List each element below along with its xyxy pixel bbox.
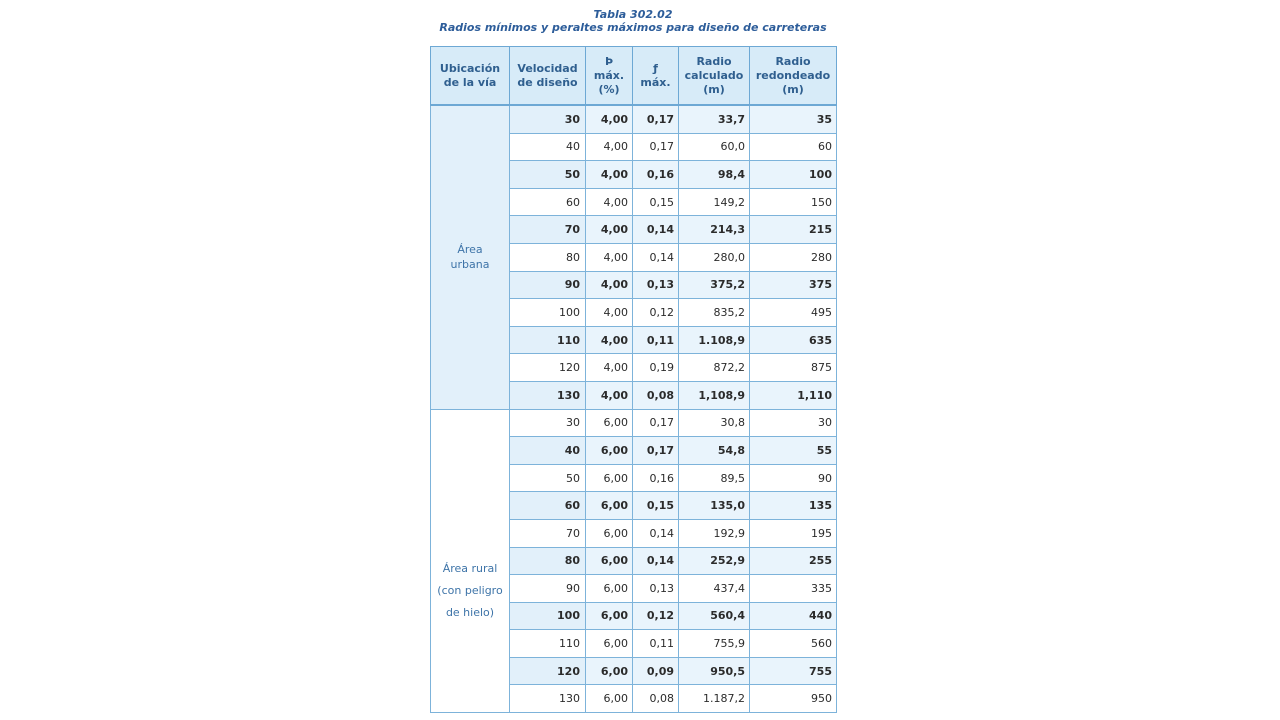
radio-calculado-cell: 98,4 (679, 161, 750, 189)
radio-redondeado-cell: 255 (750, 547, 837, 575)
peralte-cell: 4,00 (586, 161, 633, 189)
header-line: Þ (604, 54, 614, 68)
radio-calculado-cell: 560,4 (679, 602, 750, 630)
table-body (431, 105, 837, 713)
peralte-cell: 6,00 (586, 630, 633, 658)
friccion-cell: 0,14 (633, 216, 679, 244)
header-line: (%) (598, 82, 620, 96)
velocidad-cell: 50 (510, 464, 586, 492)
peralte-cell: 6,00 (586, 602, 633, 630)
radio-calculado-cell: 89,5 (679, 464, 750, 492)
velocidad-cell: 30 (510, 409, 586, 437)
group-label-line: Área (457, 243, 483, 257)
friccion-cell: 0,19 (633, 354, 679, 382)
radio-calculado-cell: 149,2 (679, 188, 750, 216)
header-line: ƒ (653, 61, 658, 75)
velocidad-cell: 130 (510, 685, 586, 713)
header-line: calculado (684, 68, 744, 82)
header-ubicacion (431, 47, 510, 106)
radio-calculado-cell: 135,0 (679, 492, 750, 520)
header-radio-calculado (679, 47, 750, 106)
peralte-cell: 4,00 (586, 271, 633, 299)
peralte-cell: 4,00 (586, 188, 633, 216)
radio-calculado-cell: 60,0 (679, 133, 750, 161)
radio-redondeado-cell: 35 (750, 105, 837, 133)
header-line: Velocidad (517, 61, 578, 75)
radio-redondeado-cell: 560 (750, 630, 837, 658)
radio-calculado-cell: 437,4 (679, 575, 750, 603)
radio-calculado-cell: 872,2 (679, 354, 750, 382)
radio-redondeado-cell: 495 (750, 299, 837, 327)
radio-redondeado-cell: 195 (750, 519, 837, 547)
peralte-cell: 6,00 (586, 519, 633, 547)
friccion-cell: 0,16 (633, 464, 679, 492)
velocidad-cell: 110 (510, 326, 586, 354)
friccion-cell: 0,08 (633, 381, 679, 409)
velocidad-cell: 60 (510, 492, 586, 520)
radio-calculado-cell: 30,8 (679, 409, 750, 437)
peralte-cell: 6,00 (586, 547, 633, 575)
peralte-cell: 6,00 (586, 409, 633, 437)
group-area-urbana (431, 105, 510, 409)
friccion-cell: 0,14 (633, 519, 679, 547)
header-line: de diseño (517, 75, 578, 89)
table-number: Tabla 302.02 (593, 8, 673, 21)
header-line: redondeado (755, 68, 831, 82)
group-area-rural (431, 409, 510, 713)
velocidad-cell: 80 (510, 547, 586, 575)
radio-calculado-cell: 950,5 (679, 657, 750, 685)
radio-redondeado-cell: 100 (750, 161, 837, 189)
radio-redondeado-cell: 875 (750, 354, 837, 382)
friccion-cell: 0,17 (633, 409, 679, 437)
friccion-cell: 0,17 (633, 437, 679, 465)
header-line: Radio (696, 54, 732, 68)
radio-redondeado-cell: 375 (750, 271, 837, 299)
group-label-line: Área rural (442, 561, 498, 575)
header-line: de la vía (443, 75, 497, 89)
friccion-cell: 0,12 (633, 602, 679, 630)
peralte-cell: 6,00 (586, 575, 633, 603)
header-velocidad (510, 47, 586, 106)
velocidad-cell: 90 (510, 575, 586, 603)
peralte-cell: 6,00 (586, 685, 633, 713)
peralte-cell: 4,00 (586, 133, 633, 161)
peralte-cell: 4,00 (586, 216, 633, 244)
friccion-cell: 0,17 (633, 105, 679, 133)
header-line: máx. (640, 75, 671, 89)
peralte-cell: 4,00 (586, 354, 633, 382)
peralte-cell: 4,00 (586, 105, 633, 133)
peralte-cell: 6,00 (586, 464, 633, 492)
radio-redondeado-cell: 1,110 (750, 381, 837, 409)
header-line: Radio (775, 54, 811, 68)
friccion-cell: 0,14 (633, 547, 679, 575)
radio-calculado-cell: 375,2 (679, 271, 750, 299)
radio-calculado-cell: 755,9 (679, 630, 750, 658)
velocidad-cell: 130 (510, 381, 586, 409)
group-label-line: (con peligro (437, 583, 503, 597)
velocidad-cell: 120 (510, 354, 586, 382)
radio-redondeado-cell: 30 (750, 409, 837, 437)
radio-calculado-cell: 54,8 (679, 437, 750, 465)
radio-calculado-cell: 1.187,2 (679, 685, 750, 713)
radio-calculado-cell: 214,3 (679, 216, 750, 244)
velocidad-cell: 30 (510, 105, 586, 133)
friccion-cell: 0,11 (633, 326, 679, 354)
friccion-cell: 0,09 (633, 657, 679, 685)
velocidad-cell: 80 (510, 243, 586, 271)
table-row (431, 409, 837, 437)
peralte-cell: 6,00 (586, 657, 633, 685)
header-line: (m) (782, 82, 804, 96)
table-caption (430, 8, 836, 34)
radio-calculado-cell: 1.108,9 (679, 326, 750, 354)
radio-redondeado-cell: 280 (750, 243, 837, 271)
friccion-cell: 0,13 (633, 271, 679, 299)
radio-redondeado-cell: 440 (750, 602, 837, 630)
friccion-cell: 0,11 (633, 630, 679, 658)
header-friccion (633, 47, 679, 106)
radio-calculado-cell: 1,108,9 (679, 381, 750, 409)
radio-redondeado-cell: 135 (750, 492, 837, 520)
friccion-cell: 0,08 (633, 685, 679, 713)
radio-redondeado-cell: 60 (750, 133, 837, 161)
group-label (433, 558, 507, 624)
velocidad-cell: 100 (510, 602, 586, 630)
friccion-cell: 0,13 (633, 575, 679, 603)
friccion-cell: 0,17 (633, 133, 679, 161)
friccion-cell: 0,15 (633, 492, 679, 520)
group-label-line: de hielo) (445, 605, 495, 619)
header-peralte (586, 47, 633, 106)
peralte-cell: 6,00 (586, 437, 633, 465)
header-line: (m) (703, 82, 725, 96)
velocidad-cell: 100 (510, 299, 586, 327)
radio-redondeado-cell: 55 (750, 437, 837, 465)
friccion-cell: 0,12 (633, 299, 679, 327)
peralte-cell: 4,00 (586, 243, 633, 271)
velocidad-cell: 70 (510, 519, 586, 547)
peralte-cell: 6,00 (586, 492, 633, 520)
header-radio-redondeado (750, 47, 837, 106)
friccion-cell: 0,16 (633, 161, 679, 189)
velocidad-cell: 90 (510, 271, 586, 299)
radio-redondeado-cell: 215 (750, 216, 837, 244)
table-title: Radios mínimos y peraltes máximos para diseño de carreteras (439, 21, 827, 34)
velocidad-cell: 60 (510, 188, 586, 216)
peralte-cell: 4,00 (586, 326, 633, 354)
table-row (431, 105, 837, 133)
radio-calculado-cell: 835,2 (679, 299, 750, 327)
velocidad-cell: 40 (510, 437, 586, 465)
radius-table (430, 46, 837, 713)
friccion-cell: 0,14 (633, 243, 679, 271)
radio-redondeado-cell: 635 (750, 326, 837, 354)
radio-redondeado-cell: 755 (750, 657, 837, 685)
radio-calculado-cell: 280,0 (679, 243, 750, 271)
radio-redondeado-cell: 950 (750, 685, 837, 713)
velocidad-cell: 110 (510, 630, 586, 658)
peralte-cell: 4,00 (586, 381, 633, 409)
radio-calculado-cell: 33,7 (679, 105, 750, 133)
group-label (433, 242, 507, 272)
group-label-line: urbana (450, 258, 490, 272)
header-row (431, 47, 837, 106)
header-line: Ubicación (439, 61, 501, 75)
radio-redondeado-cell: 150 (750, 188, 837, 216)
radio-calculado-cell: 192,9 (679, 519, 750, 547)
velocidad-cell: 50 (510, 161, 586, 189)
header-line: máx. (593, 68, 625, 82)
radio-calculado-cell: 252,9 (679, 547, 750, 575)
velocidad-cell: 120 (510, 657, 586, 685)
peralte-cell: 4,00 (586, 299, 633, 327)
radio-redondeado-cell: 335 (750, 575, 837, 603)
velocidad-cell: 40 (510, 133, 586, 161)
friccion-cell: 0,15 (633, 188, 679, 216)
radio-redondeado-cell: 90 (750, 464, 837, 492)
velocidad-cell: 70 (510, 216, 586, 244)
